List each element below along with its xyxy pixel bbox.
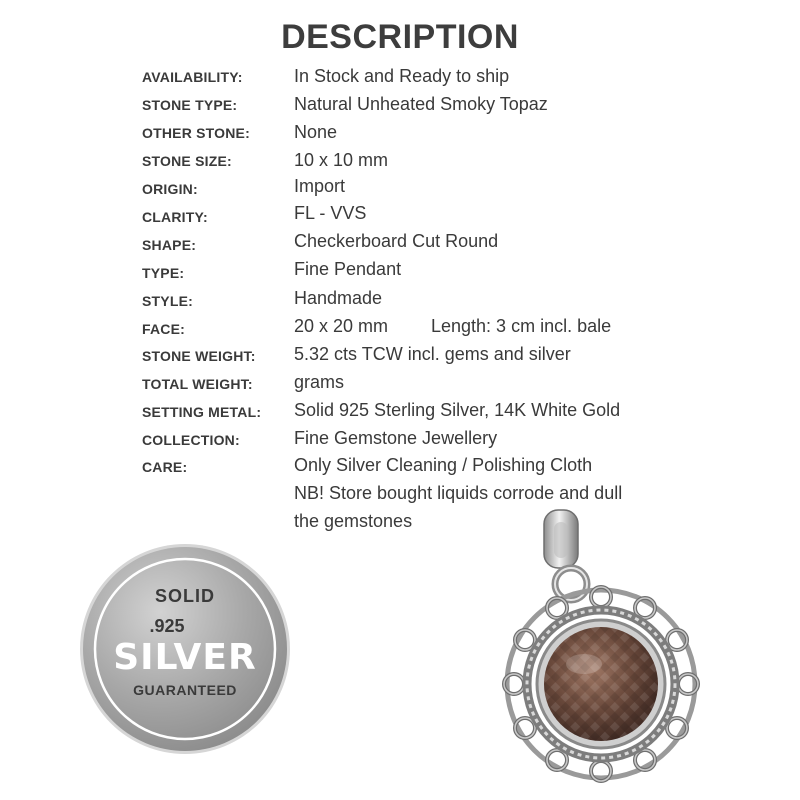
seal-line-guaranteed: GUARANTEED (133, 682, 237, 698)
care-note-line-1: NB! Store bought liquids corrode and dull (294, 483, 623, 503)
silver-guarantee-seal (78, 542, 292, 756)
spec-value-collection: Fine Gemstone Jewellery (294, 428, 498, 448)
care-note-line-2: the gemstones (294, 511, 413, 531)
spec-label-care: CARE: (142, 459, 188, 475)
spec-label-collection: COLLECTION: (142, 432, 240, 448)
spec-label-other-stone: OTHER STONE: (142, 125, 250, 141)
seal-line-solid: SOLID (154, 586, 215, 606)
spec-label-total-weight: TOTAL WEIGHT: (142, 376, 253, 392)
spec-value-face: 20 x 20 mm (294, 316, 389, 336)
page-title: DESCRIPTION (281, 18, 519, 56)
spec-value-style: Handmade (294, 288, 383, 308)
pendant-product-image (496, 504, 706, 790)
smoky-topaz-pendant-icon (496, 504, 706, 790)
spec-value-setting-metal: Solid 925 Sterling Silver, 14K White Gold (294, 400, 621, 420)
spec-label-stone-weight: STONE WEIGHT: (142, 348, 256, 364)
spec-label-origin: ORIGIN: (142, 181, 198, 197)
spec-label-setting-metal: SETTING METAL: (142, 404, 262, 420)
spec-value-care: Only Silver Cleaning / Polishing Cloth (294, 455, 593, 475)
spec-value-other-stone: None (294, 122, 338, 142)
spec-label-availability: AVAILABILITY: (142, 69, 243, 85)
spec-value-shape: Checkerboard Cut Round (294, 231, 499, 251)
spec-value-availability: In Stock and Ready to ship (294, 66, 510, 86)
spec-label-stone-type: STONE TYPE: (142, 97, 238, 113)
spec-label-face: FACE: (142, 321, 185, 337)
seal-line-925: .925 (149, 616, 185, 636)
spec-value-clarity: FL - VVS (294, 203, 367, 223)
spec-value-stone-type: Natural Unheated Smoky Topaz (294, 94, 548, 114)
spec-label-type: TYPE: (142, 265, 185, 281)
spec-label-clarity: CLARITY: (142, 209, 208, 225)
spec-label-shape: SHAPE: (142, 237, 197, 253)
spec-label-style: STYLE: (142, 293, 193, 309)
spec-value-origin: Import (294, 176, 346, 196)
spec-value-total-weight: grams (294, 372, 345, 392)
spec-value-type: Fine Pendant (294, 259, 402, 279)
spec-value-stone-weight: 5.32 cts TCW incl. gems and silver (294, 344, 571, 364)
spec-value-face-length: Length: 3 cm incl. bale (431, 316, 612, 336)
spec-label-stone-size: STONE SIZE: (142, 153, 232, 169)
spec-value-stone-size: 10 x 10 mm (294, 150, 389, 170)
seal-line-silver: SILVER (113, 637, 257, 678)
